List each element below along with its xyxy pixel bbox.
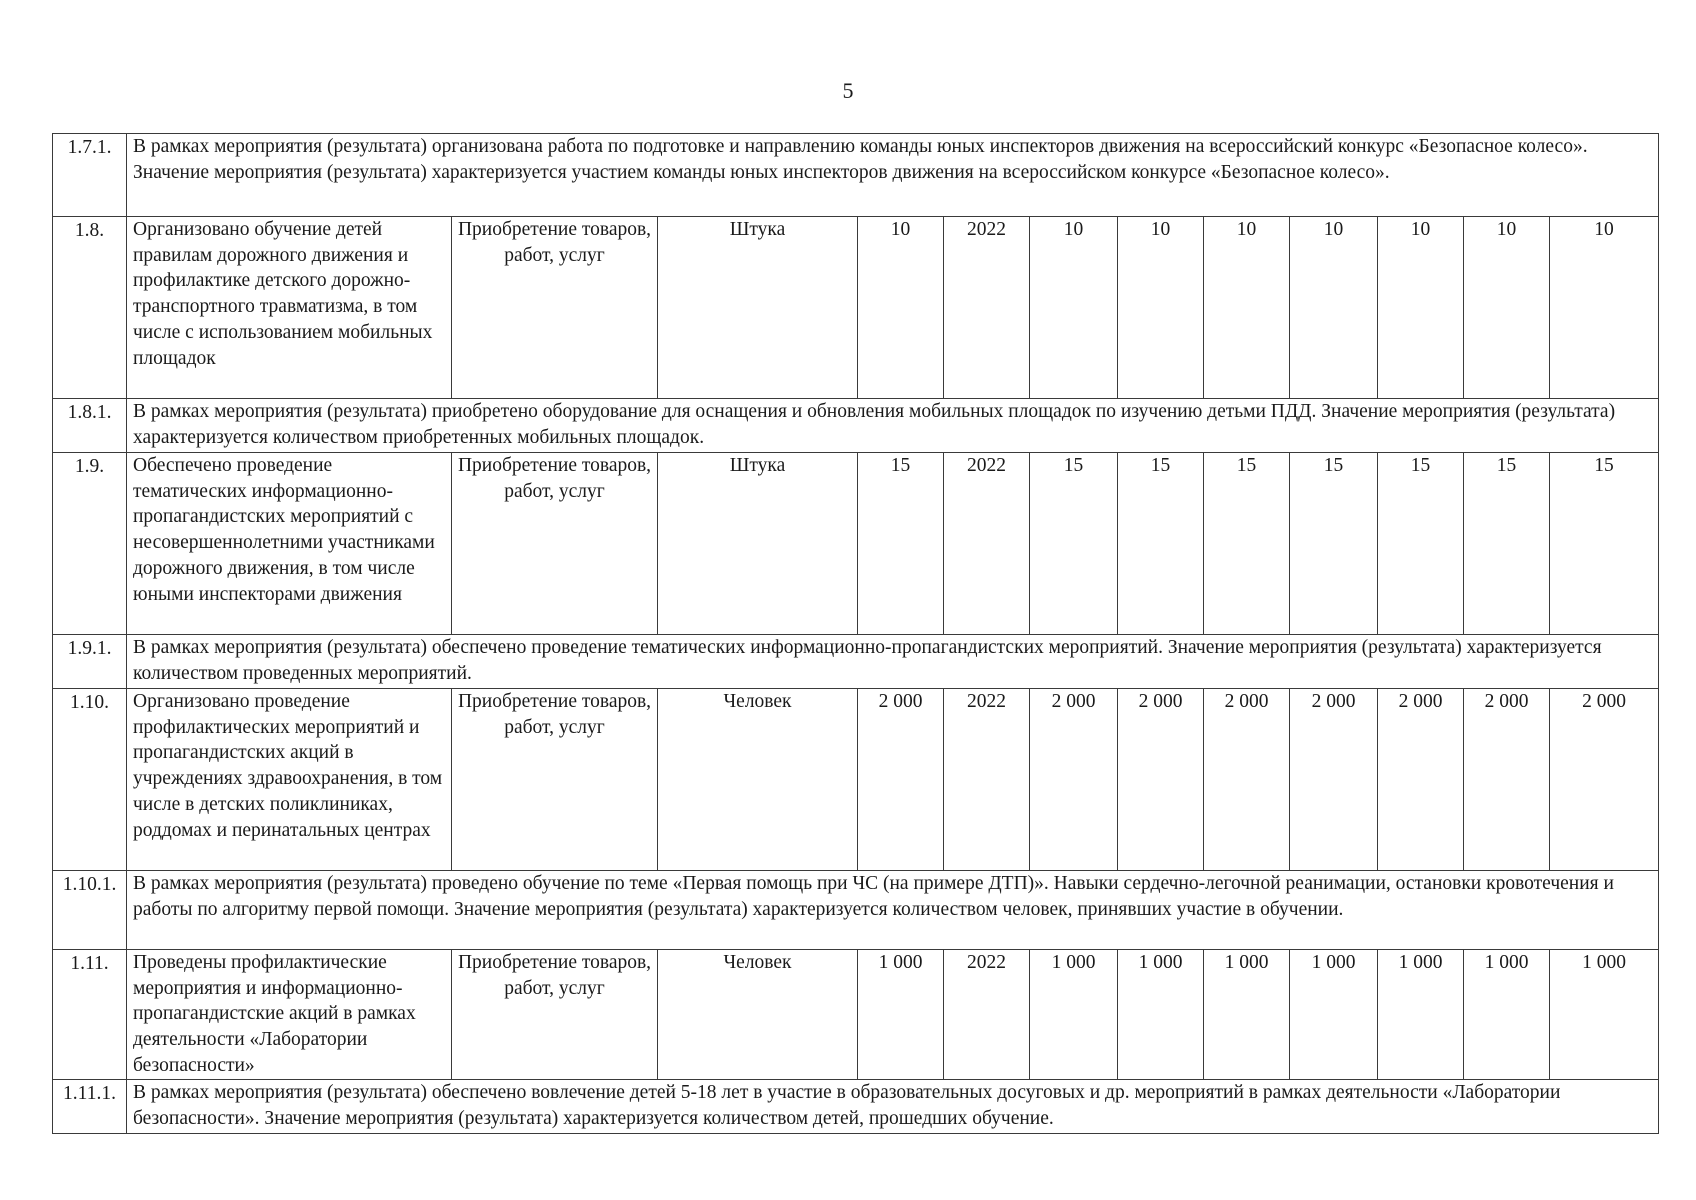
result-description: В рамках мероприятия (результата) обеспечено вовлечение детей 5-18 лет в участие в образовательных досуговых и др. мероприятий в рамках деятельности «Лаборатории безопасности». Значение мероприятия (результата) характеризуется количеством детей, прошедших обучение. — [127, 1080, 1659, 1134]
year-value: 1 000 — [1118, 950, 1204, 1080]
result-name: Обеспечено проведение тематических информационно-пропагандистских мероприятий с несовершеннолетними участниками дорожного движения, в том числе юными инспекторами движения — [127, 453, 452, 635]
result-name: Организовано проведение профилактических мероприятий и пропагандистских акций в учреждениях здравоохранения, в том числе в детских поликлиниках, роддомах и перинатальных центрах — [127, 689, 452, 871]
year-value: 15 — [1030, 453, 1118, 635]
table-row — [53, 950, 1659, 1080]
table-row — [53, 871, 1659, 950]
result-description: В рамках мероприятия (результата) организована работа по подготовке и направлению команды юных инспекторов движения на всероссийский конкурс «Безопасное колесо». Значение мероприятия (результата) характеризуется участием команды юных инспекторов движения на всероссийском конкурсе «Безопасное колесо». — [127, 134, 1659, 217]
year-value: 15 — [1290, 453, 1378, 635]
row-number: 1.11.1. — [53, 1080, 127, 1134]
table-row — [53, 1080, 1659, 1134]
year-value: 1 000 — [1550, 950, 1659, 1080]
table-row — [53, 134, 1659, 217]
result-type: Приобретение товаров, работ, услуг — [452, 217, 658, 399]
results-table — [52, 133, 1659, 1134]
year-value: 2 000 — [1464, 689, 1550, 871]
base-year: 2022 — [944, 217, 1030, 399]
unit-of-measure: Штука — [658, 453, 858, 635]
year-value: 2 000 — [1030, 689, 1118, 871]
year-value: 1 000 — [1204, 950, 1290, 1080]
base-value: 15 — [858, 453, 944, 635]
year-value: 2 000 — [1204, 689, 1290, 871]
row-number: 1.10. — [53, 689, 127, 871]
result-type: Приобретение товаров, работ, услуг — [452, 689, 658, 871]
base-value: 10 — [858, 217, 944, 399]
unit-of-measure: Человек — [658, 950, 858, 1080]
year-value: 15 — [1464, 453, 1550, 635]
result-description: В рамках мероприятия (результата) обеспечено проведение тематических информационно-пропагандистских мероприятий. Значение мероприятия (результата) характеризуется количеством проведенных мероприятий. — [127, 635, 1659, 689]
row-number: 1.9.1. — [53, 635, 127, 689]
row-number: 1.8.1. — [53, 399, 127, 453]
year-value: 2 000 — [1378, 689, 1464, 871]
year-value: 10 — [1464, 217, 1550, 399]
year-value: 2 000 — [1118, 689, 1204, 871]
year-value: 10 — [1030, 217, 1118, 399]
year-value: 1 000 — [1464, 950, 1550, 1080]
year-value: 10 — [1550, 217, 1659, 399]
year-value: 2 000 — [1550, 689, 1659, 871]
table-row — [53, 399, 1659, 453]
row-number: 1.7.1. — [53, 134, 127, 217]
year-value: 15 — [1204, 453, 1290, 635]
row-number: 1.10.1. — [53, 871, 127, 950]
row-number: 1.9. — [53, 453, 127, 635]
base-year: 2022 — [944, 950, 1030, 1080]
year-value: 15 — [1378, 453, 1464, 635]
table-row — [53, 635, 1659, 689]
result-type: Приобретение товаров, работ, услуг — [452, 453, 658, 635]
unit-of-measure: Штука — [658, 217, 858, 399]
year-value: 15 — [1550, 453, 1659, 635]
year-value: 10 — [1378, 217, 1464, 399]
unit-of-measure: Человек — [658, 689, 858, 871]
table-row — [53, 453, 1659, 635]
year-value: 1 000 — [1030, 950, 1118, 1080]
base-year: 2022 — [944, 689, 1030, 871]
result-type: Приобретение товаров, работ, услуг — [452, 950, 658, 1080]
year-value: 2 000 — [1290, 689, 1378, 871]
table-row — [53, 217, 1659, 399]
page-number: 5 — [842, 78, 854, 103]
year-value: 1 000 — [1290, 950, 1378, 1080]
result-name: Проведены профилактические мероприятия и информационно-пропагандистские акций в рамках деятельности «Лаборатории безопасности» — [127, 950, 452, 1080]
base-value: 2 000 — [858, 689, 944, 871]
year-value: 1 000 — [1378, 950, 1464, 1080]
year-value: 15 — [1118, 453, 1204, 635]
result-name: Организовано обучение детей правилам дорожного движения и профилактике детского дорожно-транспортного травматизма, в том числе с использованием мобильных площадок — [127, 217, 452, 399]
base-value: 1 000 — [858, 950, 944, 1080]
table-row — [53, 689, 1659, 871]
result-description: В рамках мероприятия (результата) приобретено оборудование для оснащения и обновления мобильных площадок по изучению детьми ПДД. Значение мероприятия (результата) характеризуется количеством приобретенных мобильных площадок. — [127, 399, 1659, 453]
year-value: 10 — [1204, 217, 1290, 399]
year-value: 10 — [1290, 217, 1378, 399]
year-value: 10 — [1118, 217, 1204, 399]
row-number: 1.8. — [53, 217, 127, 399]
row-number: 1.11. — [53, 950, 127, 1080]
result-description: В рамках мероприятия (результата) проведено обучение по теме «Первая помощь при ЧС (на примере ДТП)». Навыки сердечно-легочной реанимации, остановки кровотечения и работы по алгоритму первой помощи. Значение мероприятия (результата) характеризуется количеством человек, принявших участие в обучении. — [127, 871, 1659, 950]
base-year: 2022 — [944, 453, 1030, 635]
